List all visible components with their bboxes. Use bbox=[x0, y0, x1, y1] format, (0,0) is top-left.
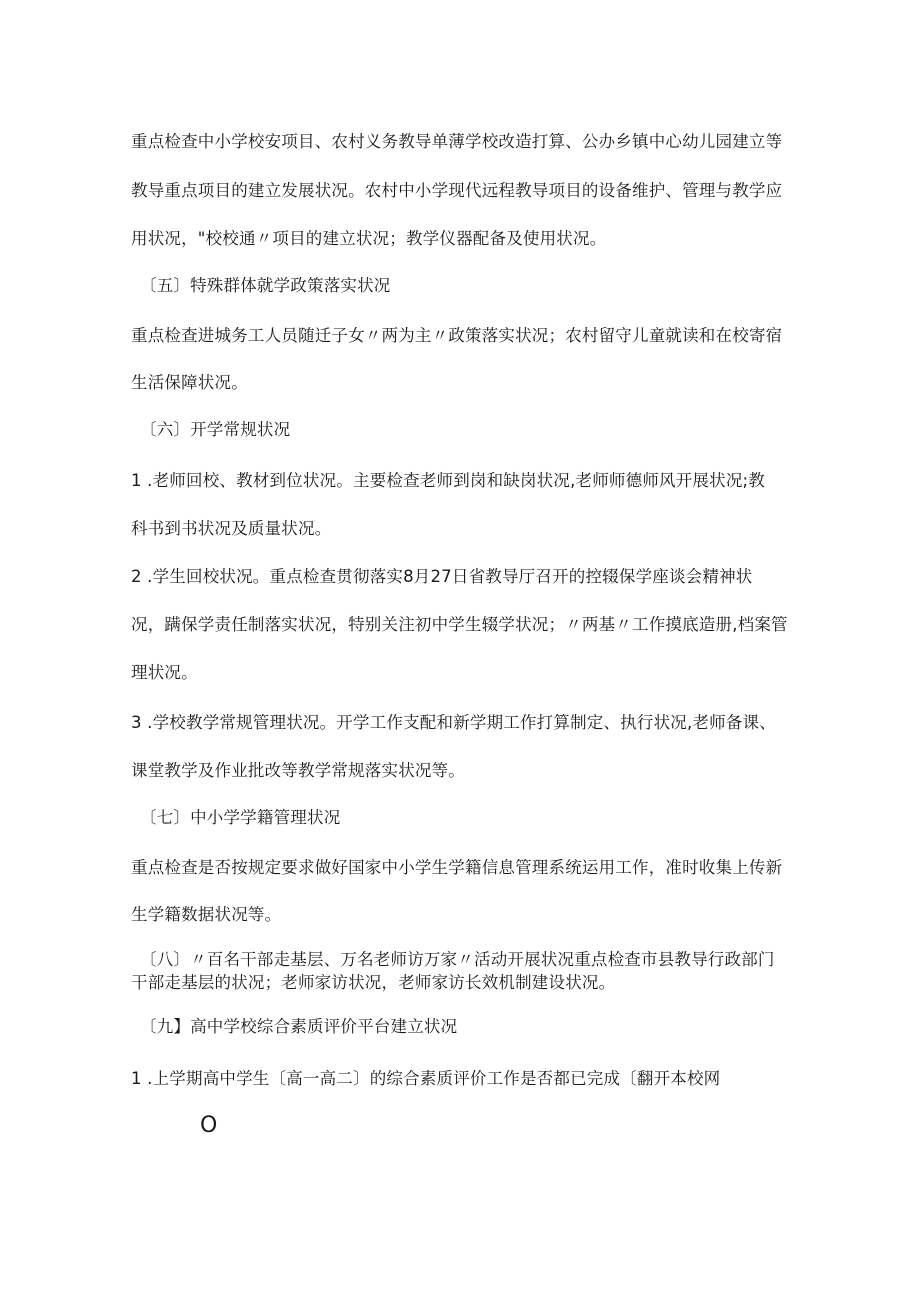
list-item-line: 理状况。 bbox=[131, 663, 198, 682]
paragraph-line: 重点检查中小学校安项目、农村义务教导单薄学校改造打算、公办乡镇中心幼儿园建立等 bbox=[131, 132, 783, 151]
list-item-line: 课堂教学及作业批改等教学常规落实状况等。 bbox=[131, 761, 465, 780]
section-heading-8: 〔八〕〃百名干部走基层、万名老师访万家〃活动开展状况重点检查市县教导行政部门 bbox=[140, 950, 775, 969]
list-item-line: 1 .上学期高中学生〔高一高二〕的综合素质评价工作是否都已完成〔翻开本校网 bbox=[131, 1069, 721, 1088]
section-heading-7: 〔七〕中小学学籍管理状况 bbox=[140, 808, 341, 827]
paragraph-line: 生学籍数据状况等。 bbox=[131, 905, 282, 924]
list-item-line: 1 .老师回校、教材到位状况。主要检查老师到岗和缺岗状况,老师师德师风开展状况;教 bbox=[131, 471, 765, 490]
paragraph-line: 用状况，"校校通〃项目的建立状况；教学仪器配备及使用状况。 bbox=[131, 229, 607, 248]
paragraph-line: 重点检查是否按规定要求做好国家中小学生学籍信息管理系统运用工作，准时收集上传新 bbox=[131, 858, 783, 877]
paragraph-line: 教导重点项目的建立发展状况。农村中小学现代远程教导项目的设备维护、管理与教学应 bbox=[131, 181, 783, 200]
paragraph-line: 重点检查进城务工人员随迁子女〃两为主〃政策落实状况；农村留守儿童就读和在校寄宿 bbox=[131, 326, 783, 345]
trailing-mark: O bbox=[200, 1113, 218, 1138]
list-item-line: 2 .学生回校状况。重点检查贯彻落实8月27日省教导厅召开的控辍保学座谈会精神状 bbox=[131, 567, 753, 586]
section-heading-5: 〔五〕特殊群体就学政策落实状况 bbox=[140, 276, 391, 295]
paragraph-line: 生活保障状况。 bbox=[131, 373, 248, 392]
list-item-line: 况，蹒保学责任制落实状况，特别关注初中学生辍学状况；〃两基〃工作摸底造册,档案管 bbox=[131, 615, 788, 634]
paragraph-line: 干部走基层的状况；老师家访状况，老师家访长效机制建设状况。 bbox=[131, 973, 616, 992]
list-item-line: 科书到书状况及质量状况。 bbox=[131, 519, 332, 538]
list-item-line: 3 .学校教学常规管理状况。开学工作支配和新学期工作打算制定、执行状况,老师备课、 bbox=[131, 713, 776, 732]
section-heading-9: 〔九】高中学校综合素质评价平台建立状况 bbox=[140, 1017, 458, 1036]
section-heading-6: 〔六〕开学常规状况 bbox=[140, 420, 291, 439]
